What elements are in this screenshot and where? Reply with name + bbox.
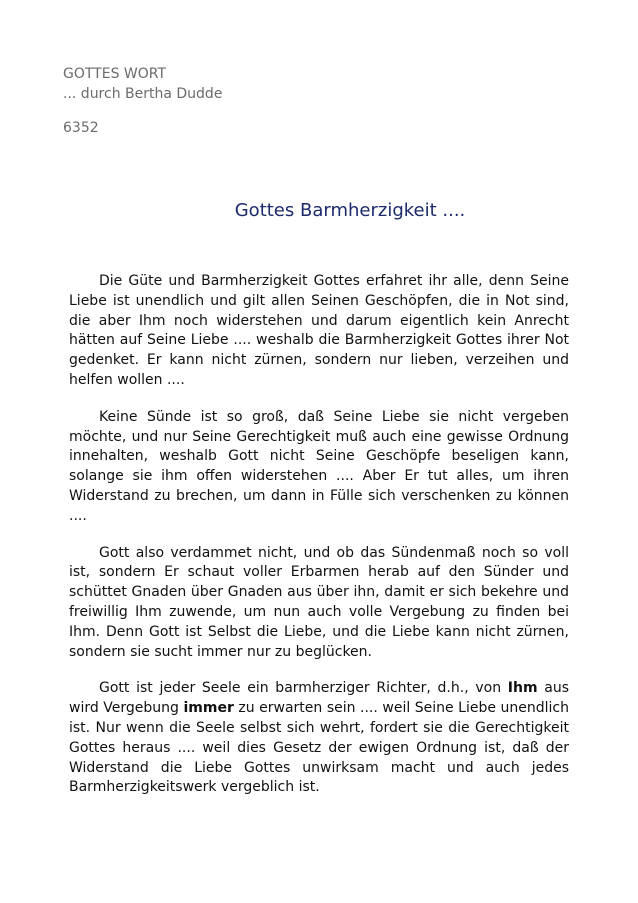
paragraph-4-emphasis-immer: immer (183, 700, 234, 717)
paragraph-4-text-a: Gott ist jeder Seele ein barmherziger Richter, d.h., von (99, 680, 508, 697)
document-body (69, 272, 569, 815)
document-number: 6352 (63, 120, 99, 136)
source-title: GOTTES WORT (63, 66, 167, 82)
page-title: Gottes Barmherzigkeit .... (234, 200, 466, 221)
paragraph-4-emphasis-ihm: Ihm (507, 680, 538, 697)
document-header (63, 64, 222, 138)
paragraph-4-text-c: zu erwarten sein .... weil Seine Liebe unendlich ist. Nur wenn die Seele selbst sich wehrt, fordert sie die Gerechtigkeit Gottes heraus .... weil dies Gesetz der ewigen Ordnung ist, daß der Widerstand die Liebe Gottes unwirksam macht und auch jedes Barmherzigkeitswerk vergeblich ist. (69, 700, 569, 796)
paragraph-3: Gott also verdammet nicht, und ob das Sündenmaß noch so voll ist, sondern Er schaut voller Erbarmen herab auf den Sünder und schüttet Gnaden über Gnaden aus über ihn, damit er sich bekehre und freiwillig Ihm zuwende, um nun auch volle Vergebung zu finden bei Ihm. Denn Gott ist Selbst die Liebe, und die Liebe kann nicht zürnen, sondern sie sucht immer nur zu beglücken. (69, 544, 569, 660)
paragraph-4 (69, 679, 569, 798)
paragraph-1: Die Güte und Barmherzigkeit Gottes erfahret ihr alle, denn Seine Liebe ist unendlich und gilt allen Seinen Geschöpfen, die in Not sind, die aber Ihm noch widerstehen und darum eigentlich kein Anrecht hätten auf Seine Liebe .... weshalb die Barmherzigkeit Gottes ihrer Not gedenket. Er kann nicht zürnen, sondern nur lieben, verzeihen und helfen wollen .... (69, 273, 569, 388)
author-line: ... durch Bertha Dudde (63, 86, 223, 102)
paragraph-2: Keine Sünde ist so groß, daß Seine Liebe sie nicht vergeben möchte, und nur Seine Gerechtigkeit muß auch eine gewisse Ordnung innehalten, weshalb Gott nicht Seine Geschöpfe beseligen kann, solange sie ihm offen widerstehen .... Aber Er tut alles, um ihren Widerstand zu brechen, um dann in Fülle sich verschenken zu können .... (69, 408, 569, 524)
paragraph-4-text-b: aus wird Vergebung (69, 680, 569, 717)
page-title-container (0, 199, 638, 223)
